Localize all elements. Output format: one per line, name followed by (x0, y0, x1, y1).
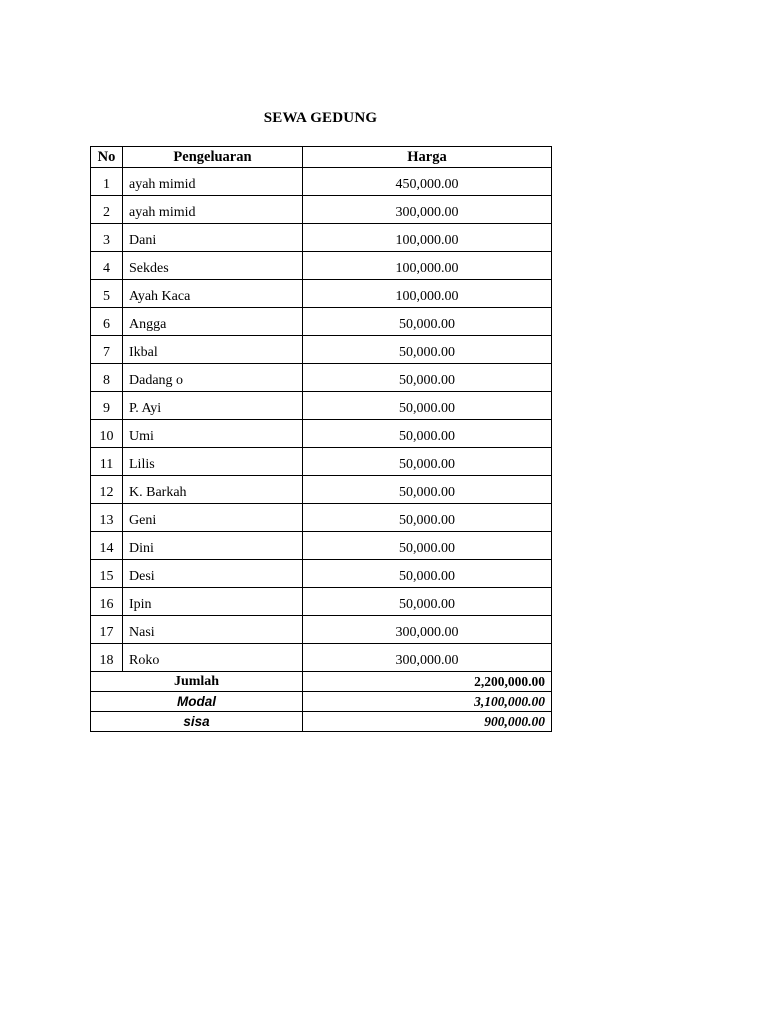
table-row (91, 448, 552, 476)
table-row (91, 308, 552, 336)
remainder-row (91, 712, 552, 732)
header-item: Pengeluaran (123, 147, 303, 168)
row-number: 1 (91, 168, 123, 196)
header-price: Harga (303, 147, 552, 168)
row-number: 4 (91, 252, 123, 280)
row-number: 9 (91, 392, 123, 420)
row-price: 450,000.00 (303, 168, 552, 196)
document-title-text: SEWA GEDUNG (263, 110, 378, 126)
table-row (91, 336, 552, 364)
row-number: 3 (91, 224, 123, 252)
total-row (91, 672, 552, 692)
row-number: 10 (91, 420, 123, 448)
row-item: K. Barkah (123, 476, 303, 504)
row-number: 5 (91, 280, 123, 308)
row-price: 50,000.00 (303, 308, 552, 336)
header-row (91, 147, 552, 168)
capital-label: Modal (91, 692, 303, 712)
row-item: P. Ayi (123, 392, 303, 420)
row-number: 14 (91, 532, 123, 560)
row-item: Ikbal (123, 336, 303, 364)
row-item: Angga (123, 308, 303, 336)
expense-table (90, 146, 552, 732)
row-price: 300,000.00 (303, 644, 552, 672)
row-number: 16 (91, 588, 123, 616)
table-row (91, 392, 552, 420)
row-item: Dani (123, 224, 303, 252)
table-row (91, 280, 552, 308)
table-row (91, 224, 552, 252)
table-row (91, 532, 552, 560)
table-header (91, 147, 552, 168)
row-item: Roko (123, 644, 303, 672)
row-item: Lilis (123, 448, 303, 476)
row-price: 300,000.00 (303, 196, 552, 224)
table-row (91, 364, 552, 392)
remainder-label: sisa (91, 712, 303, 732)
table-row (91, 644, 552, 672)
row-price: 50,000.00 (303, 420, 552, 448)
row-item: Nasi (123, 616, 303, 644)
row-price: 50,000.00 (303, 336, 552, 364)
row-number: 15 (91, 560, 123, 588)
row-item: Ipin (123, 588, 303, 616)
capital-row (91, 692, 552, 712)
table-row (91, 588, 552, 616)
row-number: 17 (91, 616, 123, 644)
row-price: 50,000.00 (303, 448, 552, 476)
row-item: Ayah Kaca (123, 280, 303, 308)
row-number: 11 (91, 448, 123, 476)
row-item: ayah mimid (123, 168, 303, 196)
row-number: 13 (91, 504, 123, 532)
row-number: 12 (91, 476, 123, 504)
row-number: 6 (91, 308, 123, 336)
row-item: Dini (123, 532, 303, 560)
table-row (91, 168, 552, 196)
table-row (91, 196, 552, 224)
row-number: 18 (91, 644, 123, 672)
header-no: No (91, 147, 123, 168)
row-price: 300,000.00 (303, 616, 552, 644)
row-price: 100,000.00 (303, 280, 552, 308)
row-price: 50,000.00 (303, 504, 552, 532)
row-number: 2 (91, 196, 123, 224)
row-item: Dadang o (123, 364, 303, 392)
row-price: 50,000.00 (303, 476, 552, 504)
row-item: Sekdes (123, 252, 303, 280)
row-price: 100,000.00 (303, 224, 552, 252)
table-row (91, 252, 552, 280)
row-item: ayah mimid (123, 196, 303, 224)
table-summary (91, 672, 552, 732)
row-price: 100,000.00 (303, 252, 552, 280)
row-item: Umi (123, 420, 303, 448)
table-row (91, 560, 552, 588)
table-row (91, 616, 552, 644)
table-row (91, 504, 552, 532)
document-title (90, 110, 553, 127)
row-price: 50,000.00 (303, 560, 552, 588)
table-body (91, 168, 552, 672)
capital-value: 3,100,000.00 (303, 692, 552, 712)
row-price: 50,000.00 (303, 588, 552, 616)
table-row (91, 420, 552, 448)
total-label: Jumlah (91, 672, 303, 692)
table-row (91, 476, 552, 504)
row-price: 50,000.00 (303, 532, 552, 560)
row-number: 8 (91, 364, 123, 392)
row-item: Geni (123, 504, 303, 532)
row-number: 7 (91, 336, 123, 364)
total-value: 2,200,000.00 (303, 672, 552, 692)
row-price: 50,000.00 (303, 392, 552, 420)
row-price: 50,000.00 (303, 364, 552, 392)
row-item: Desi (123, 560, 303, 588)
remainder-value: 900,000.00 (303, 712, 552, 732)
